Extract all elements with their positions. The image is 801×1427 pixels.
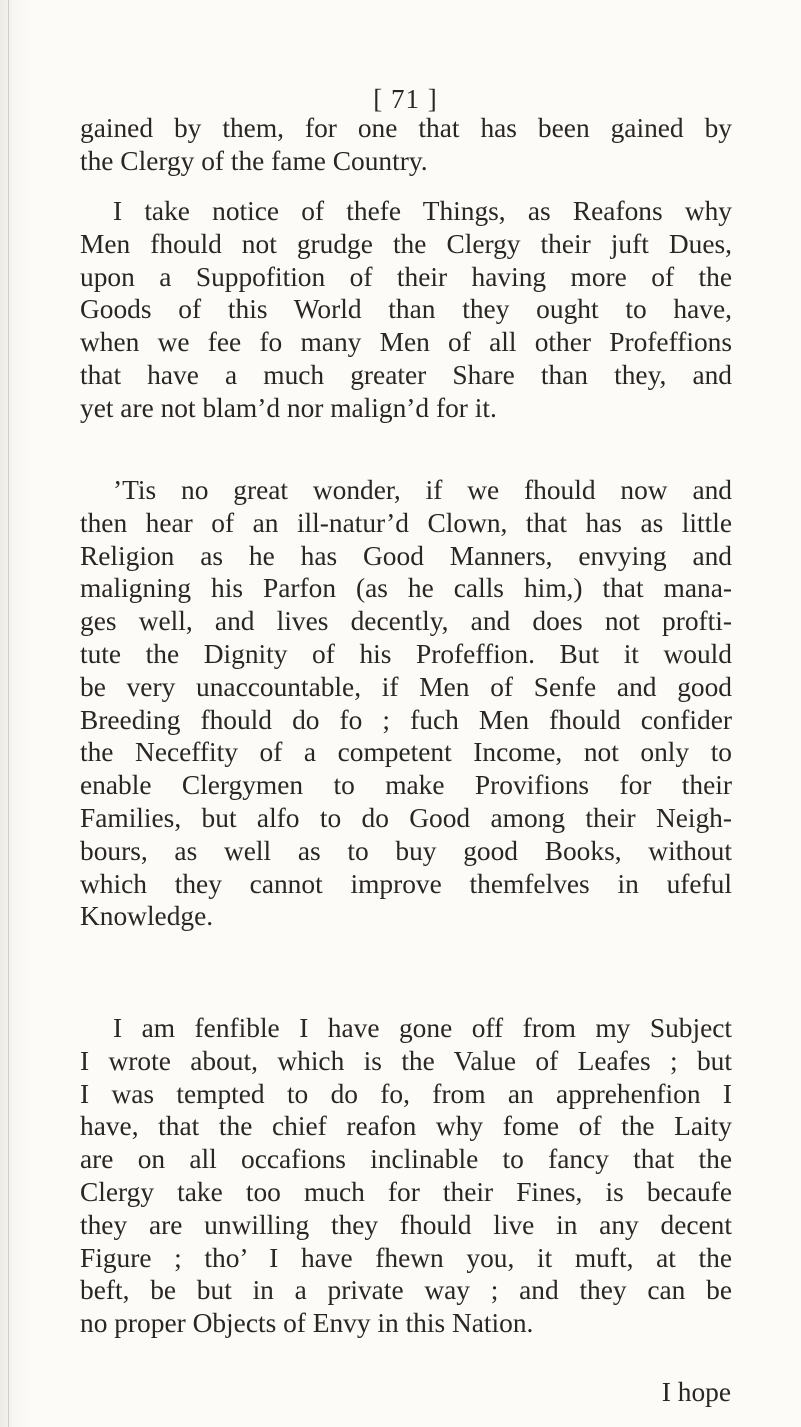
page-number-header: [ 71 ]: [373, 84, 438, 114]
paragraph-2: [80, 195, 732, 425]
text-line: Goods of this World than they ought to have,: [80, 294, 732, 325]
text-line: when we fee fo many Men of all other Profeffions: [80, 327, 732, 358]
text-line: Figure ; tho’ I have fhewn you, it muft, at the: [80, 1242, 732, 1273]
text-line: the Clergy of the fame Country.: [80, 145, 428, 176]
text-line: tute the Dignity of his Profeffion. But it would: [80, 638, 732, 669]
text-line: that have a much greater Share than they, and: [80, 359, 732, 390]
text-line: they are unwilling they fhould live in any decent: [80, 1209, 732, 1240]
catchword: I hope: [661, 1377, 731, 1407]
text-line: I was tempted to do fo, from an apprehenfion I: [80, 1078, 732, 1109]
text-line: have, that the chief reafon why fome of the Laity: [80, 1111, 732, 1142]
text-line: ges well, and lives decently, and does not profti-: [80, 606, 732, 637]
text-line: beft, be but in a private way ; and they can be: [80, 1275, 732, 1306]
text-line: bours, as well as to buy good Books, without: [80, 835, 732, 866]
text-line: Knowledge.: [80, 901, 214, 932]
text-line: then hear of an ill-natur’d Clown, that has as little: [80, 507, 732, 538]
paragraph-3: [80, 474, 732, 933]
page-gutter: [8, 0, 9, 1427]
text-line: Clergy take too much for their Fines, is becaufe: [80, 1176, 732, 1207]
text-line: which they cannot improve themfelves in ufeful: [80, 868, 732, 899]
text-line: I wrote about, which is the Value of Leafes ; but: [80, 1045, 732, 1076]
text-line: the Neceffity of a competent Income, not only to: [80, 737, 732, 768]
text-line: are on all occafions inclinable to fancy that the: [80, 1144, 732, 1175]
text-line: upon a Suppofition of their having more of the: [80, 261, 732, 292]
text-line: enable Clergymen to make Provifions for their: [80, 770, 732, 801]
text-line: maligning his Parfon (as he calls him,) that mana-: [80, 573, 732, 604]
paragraph-4: [80, 1012, 732, 1340]
text-line: Religion as he has Good Manners, envying and: [80, 540, 732, 571]
text-line: Breeding fhould do fo ; fuch Men fhould confider: [80, 704, 732, 735]
text-line: I take notice of thefe Things, as Reafons why: [113, 196, 732, 226]
text-line: ’Tis no great wonder, if we fhould now and: [113, 475, 732, 505]
text-line: yet are not blam’d nor malign’d for it.: [80, 392, 497, 423]
text-line: gained by them, for one that has been gained by: [80, 113, 732, 143]
paragraph-1: [80, 112, 732, 178]
text-line: Families, but alfo to do Good among their Neigh-: [80, 802, 732, 833]
text-line: Men fhould not grudge the Clergy their juft Dues,: [80, 228, 732, 259]
text-line: I am fenfible I have gone off from my Subject: [113, 1013, 732, 1043]
text-line: no proper Objects of Envy in this Nation.: [80, 1308, 534, 1339]
text-line: be very unaccountable, if Men of Senfe and good: [80, 671, 732, 702]
